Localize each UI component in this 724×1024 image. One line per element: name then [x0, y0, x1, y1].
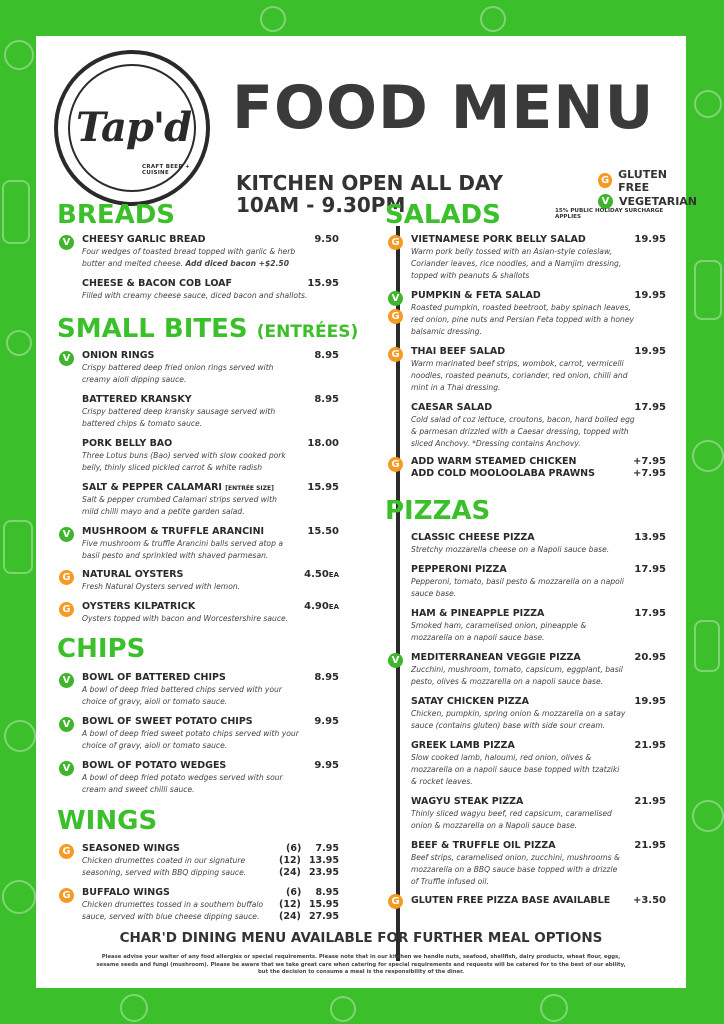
- item-name: GLUTEN FREE PIZZA BASE AVAILABLE: [411, 895, 611, 906]
- wings-price: 8.95: [315, 887, 339, 898]
- item-price: 19.95: [634, 290, 666, 301]
- surcharge-note: 15% PUBLIC HOLIDAY SURCHARGE APPLIES: [555, 208, 664, 220]
- item-price: 17.95: [634, 608, 666, 619]
- menu-item: [388, 531, 666, 557]
- item-price: 17.95: [634, 564, 666, 575]
- gluten-free-icon: G: [388, 894, 403, 909]
- wings-price: 7.95: [315, 843, 339, 854]
- doodle-shape: [4, 720, 36, 752]
- item-name: BEEF & TRUFFLE OIL PIZZA: [411, 840, 556, 851]
- wings-qty: (6): [286, 843, 302, 854]
- logo-wordmark: Tap'd: [76, 104, 192, 151]
- legend-label: VEGETARIAN: [619, 195, 698, 208]
- menu-item: [388, 563, 666, 599]
- wings-price: 27.95: [308, 911, 339, 922]
- section-title-chips: CHIPS: [57, 634, 146, 664]
- gluten-free-icon: G: [59, 844, 74, 859]
- vegetarian-icon: V: [388, 653, 403, 668]
- item-name: SATAY CHICKEN PIZZA: [411, 696, 529, 707]
- doodle-shape: [694, 260, 722, 320]
- menu-item: [388, 894, 666, 912]
- item-price: 21.95: [634, 840, 666, 851]
- vegetarian-icon: V: [59, 527, 74, 542]
- item-name: WAGYU STEAK PIZZA: [411, 796, 524, 807]
- item-description: Five mushroom & truffle Arancini balls served atop a basil pesto and sprinkled with shaved parmesan.: [82, 539, 283, 560]
- item-name: SEASONED WINGS: [82, 843, 180, 854]
- item-name: PEPPERONI PIZZA: [411, 564, 507, 575]
- item-description: A bowl of deep fried battered chips served with your choice of gravy, aioli or tomato sauce.: [82, 685, 282, 706]
- addon-prawns-price: +7.95: [632, 468, 666, 479]
- item-name: VIETNAMESE PORK BELLY SALAD: [411, 234, 586, 245]
- gluten-free-icon: G: [59, 888, 74, 903]
- item-name: BOWL OF POTATO WEDGES: [82, 760, 227, 771]
- page-title: FOOD MENU: [232, 73, 655, 143]
- item-description: Filled with creamy cheese sauce, diced bacon and shallots.: [82, 291, 308, 300]
- addon-prawns: ADD COLD MOOLOOLABA PRAWNS: [411, 468, 595, 479]
- item-description: Salt & pepper crumbed Calamari strips served with mild chilli mayo and a petite garden salad.: [82, 495, 277, 516]
- menu-item: [388, 401, 666, 449]
- menu-panel: [36, 36, 698, 988]
- item-description: Three Lotus buns (Bao) served with slow cooked pork belly, thinly sliced pickled carrot & white radish: [82, 451, 286, 472]
- item-name: GREEK LAMB PIZZA: [411, 740, 515, 751]
- addon-chicken-price: +7.95: [632, 456, 666, 467]
- doodle-shape: [480, 6, 506, 32]
- doodle-shape: [694, 620, 720, 672]
- wings-price: 13.95: [308, 855, 339, 866]
- doodle-shape: [2, 180, 30, 244]
- item-description: Slow cooked lamb, haloumi, red onion, olives & mozzarella on a napoli sauce base topped with tzatziki & rocket leaves.: [411, 753, 620, 786]
- item-price: 18.00: [307, 438, 339, 449]
- item-price-value: 4.50: [304, 569, 329, 580]
- item-size-note: [ENTRÉE SIZE]: [225, 485, 274, 492]
- item-description: Thinly sliced wagyu beef, red capsicum, caramelised onion & mozzarella on a Napoli sauce base.: [411, 809, 612, 830]
- gluten-free-icon: G: [388, 347, 403, 362]
- vegetarian-icon: V: [59, 673, 74, 688]
- right-column: [36, 36, 686, 926]
- vegetarian-icon: V: [59, 717, 74, 732]
- item-name: ONION RINGS: [82, 350, 155, 361]
- item-description: Chicken, pumpkin, spring onion & mozzarella on a satay sauce (contains gluten) base with side sour cream.: [411, 709, 626, 730]
- item-price: 8.95: [314, 350, 339, 361]
- item-price: 19.95: [634, 696, 666, 707]
- section-title-salads: SALADS: [385, 200, 501, 230]
- salad-addons: [388, 455, 666, 481]
- logo-tagline: CRAFT BEER + CUISINE: [142, 164, 191, 176]
- item-price: 21.95: [634, 796, 666, 807]
- item-price: 9.50: [314, 234, 339, 245]
- item-name: CAESAR SALAD: [411, 402, 493, 413]
- item-price: +3.50: [632, 895, 666, 906]
- item-name: OYSTERS KILPATRICK: [82, 601, 196, 612]
- item-description: Crispy battered deep fried onion rings served with creamy aioli dipping sauce.: [82, 363, 274, 384]
- item-price: 15.95: [307, 482, 339, 493]
- item-name: BATTERED KRANSKY: [82, 394, 192, 405]
- item-description: Chicken drumettes tossed in a southern buffalo sauce, served with blue cheese dipping sauce.: [82, 900, 264, 921]
- item-price: 13.95: [634, 532, 666, 543]
- section-title-pizzas: PIZZAS: [385, 496, 491, 526]
- allergy-disclaimer: Please advise your waiter of any food allergies or special requirements. Please note that in our kitchen we handle nuts, seafood, shellfish, dairy products, wheat flour, eggs, sesame seeds and fungi (mushroom). Please be aware that we take great care when catering for special requirements and requests will be catered for to the best of our ability, but the decision to consume a meal is the responsibility of the diner.: [96, 954, 626, 975]
- gluten-free-icon: G: [59, 570, 74, 585]
- gluten-free-icon: G: [598, 173, 612, 188]
- item-price: 15.50: [307, 526, 339, 537]
- item-name: CHEESE & BACON COB LOAF: [82, 278, 233, 289]
- item-price-unit: EA: [328, 571, 339, 579]
- item-price: 8.95: [314, 672, 339, 683]
- gluten-free-icon: G: [388, 309, 403, 324]
- item-price-value: 4.90: [304, 601, 329, 612]
- item-price: 9.95: [314, 716, 339, 727]
- section-title-breads: BREADS: [57, 200, 176, 230]
- menu-item: [388, 289, 666, 337]
- item-description: Zucchini, mushroom, tomato, capsicum, eggplant, basil pesto, olives & mozzarella on a napoli sauce base.: [411, 665, 623, 686]
- gluten-free-icon: G: [388, 235, 403, 250]
- item-name: NATURAL OYSTERS: [82, 569, 184, 580]
- item-name: CHEESY GARLIC BREAD: [82, 234, 206, 245]
- doodle-shape: [692, 440, 724, 472]
- item-price: 17.95: [634, 402, 666, 413]
- vegetarian-icon: V: [59, 351, 74, 366]
- menu-item: [388, 739, 666, 787]
- item-description: Oysters topped with bacon and Worcestershire sauce.: [82, 614, 289, 623]
- item-name: CLASSIC CHEESE PIZZA: [411, 532, 535, 543]
- item-name-text: SALT & PEPPER CALAMARI: [82, 482, 222, 493]
- legend-label: GLUTEN FREE: [618, 167, 667, 194]
- dining-menu-note: CHAR'D DINING MENU AVAILABLE FOR FURTHER MEAL OPTIONS: [119, 930, 603, 946]
- section-title-wings: WINGS: [57, 806, 158, 836]
- item-name: BUFFALO WINGS: [82, 887, 170, 898]
- gluten-free-icon: G: [388, 457, 403, 472]
- vegetarian-icon: V: [59, 235, 74, 250]
- item-description: Cold salad of coz lettuce, croutons, bacon, hard boiled egg & parmesan drizzled with a Caesar dressing, topped with sliced Anchovy. *Dressing contains Anchovy.: [411, 415, 635, 448]
- wings-qty: (12): [279, 899, 301, 910]
- gluten-free-icon: G: [59, 602, 74, 617]
- vegetarian-icon: V: [598, 194, 613, 209]
- doodle-shape: [2, 880, 36, 914]
- menu-item: [388, 695, 666, 731]
- item-description: Warm pork belly tossed with an Asian-style coleslaw, Coriander leaves, rice noodles, and a Namjim dressing, topped with peanuts & shallots: [411, 247, 622, 280]
- item-description: Roasted pumpkin, roasted beetroot, baby spinach leaves, red onion, pine nuts and Persian Feta topped with a honey balsamic dressing.: [411, 303, 634, 336]
- wings-price: 23.95: [308, 867, 339, 878]
- item-addon-note: Add diced bacon +$2.50: [185, 259, 289, 268]
- item-price: 19.95: [634, 346, 666, 357]
- doodle-shape: [330, 996, 356, 1022]
- wings-qty: (6): [286, 887, 302, 898]
- item-name: BOWL OF SWEET POTATO CHIPS: [82, 716, 253, 727]
- section-subtitle: (ENTRÉES): [256, 322, 359, 342]
- item-name: PORK BELLY BAO: [82, 438, 173, 449]
- doodle-shape: [4, 40, 34, 70]
- doodle-shape: [3, 520, 33, 574]
- item-name: PUMPKIN & FETA SALAD: [411, 290, 541, 301]
- item-description: A bowl of deep fried sweet potato chips served with your choice of gravy, aioli or tomato sauce.: [82, 729, 299, 750]
- item-price: 19.95: [634, 234, 666, 245]
- vegetarian-icon: V: [59, 761, 74, 776]
- doodle-shape: [120, 994, 148, 1022]
- wings-qty: (24): [279, 867, 301, 878]
- item-name: HAM & PINEAPPLE PIZZA: [411, 608, 545, 619]
- vegetarian-icon: V: [388, 291, 403, 306]
- item-name: THAI BEEF SALAD: [411, 346, 506, 357]
- addon-chicken: ADD WARM STEAMED CHICKEN: [411, 456, 577, 467]
- menu-item: [388, 233, 666, 281]
- item-description: Smoked ham, caramelised onion, pineapple & mozzarella on a napoli sauce base.: [411, 621, 587, 642]
- wings-qty: (12): [279, 855, 301, 866]
- item-name: MEDITERRANEAN VEGGIE PIZZA: [411, 652, 581, 663]
- doodle-shape: [692, 800, 724, 832]
- doodle-shape: [6, 330, 32, 356]
- item-description: Warm marinated beef strips, wombok, carrot, vermicelli noodles, roasted peanuts, coriander, red onion, chilli and mint in a Thai dressing.: [411, 359, 628, 392]
- item-price: 15.95: [307, 278, 339, 289]
- item-description: Crispy battered deep kransky sausage served with battered chips & tomato sauce.: [82, 407, 276, 428]
- section-title-text: SMALL BITES: [57, 314, 248, 344]
- menu-item: [388, 795, 666, 831]
- item-price: 20.95: [634, 652, 666, 663]
- item-price: 9.95: [314, 760, 339, 771]
- item-description: Pepperoni, tomato, basil pesto & mozzarella on a napoli sauce base.: [411, 577, 624, 598]
- menu-item: [388, 607, 666, 643]
- wings-qty: (24): [279, 911, 301, 922]
- item-description: A bowl of deep fried potato wedges served with sour cream and sweet chilli sauce.: [82, 773, 283, 794]
- item-description: Chicken drumettes coated in our signature seasoning, served with BBQ dipping sauce.: [82, 856, 247, 877]
- item-description: Fresh Natural Oysters served with lemon.: [82, 582, 241, 591]
- item-name: MUSHROOM & TRUFFLE ARANCINI: [82, 526, 265, 537]
- item-description-text: Four wedges of toasted bread topped with garlic & herb butter and melted cheese.: [82, 247, 296, 268]
- doodle-shape: [694, 90, 722, 118]
- kitchen-hours-line2: 10AM - 9.30PM: [236, 193, 406, 217]
- doodle-shape: [260, 6, 286, 32]
- wings-price: 15.95: [308, 899, 339, 910]
- item-name: BOWL OF BATTERED CHIPS: [82, 672, 226, 683]
- item-description: Stretchy mozzarella cheese on a Napoli sauce base.: [411, 545, 610, 554]
- item-price-unit: EA: [328, 603, 339, 611]
- item-price: 21.95: [634, 740, 666, 751]
- menu-item: [388, 345, 666, 393]
- menu-item: [388, 651, 666, 687]
- item-description: Beef strips, caramelised onion, zucchini, mushrooms & mozzarella on a BBQ sauce base topped with a drizzle of Truffle infused oil.: [411, 853, 620, 886]
- kitchen-hours-line1: KITCHEN OPEN ALL DAY: [236, 171, 503, 195]
- menu-item: [388, 839, 666, 887]
- doodle-shape: [540, 994, 568, 1022]
- item-price: 8.95: [314, 394, 339, 405]
